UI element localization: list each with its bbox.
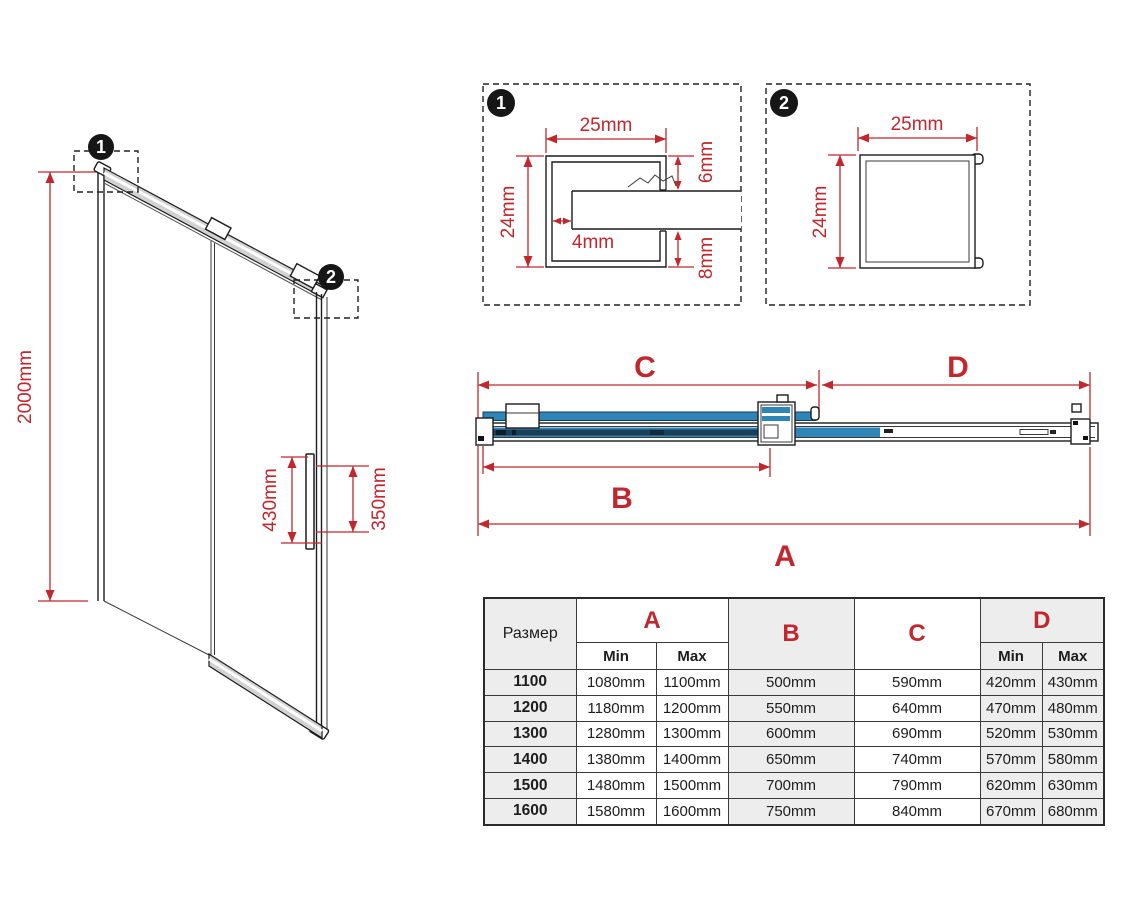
- size-cell: 1400: [484, 747, 576, 773]
- a-max-cell: 1300mm: [656, 721, 728, 747]
- b-cell: 650mm: [728, 747, 854, 773]
- door-bracket-left: [506, 404, 539, 428]
- handle-height-dim-label: 430mm: [260, 468, 281, 532]
- d-min-cell: 420mm: [980, 670, 1042, 696]
- d-max-cell: 630mm: [1042, 773, 1104, 799]
- size-cell: 1100: [484, 670, 576, 696]
- a-min-cell: 1580mm: [576, 798, 656, 824]
- size-cell: 1600: [484, 798, 576, 824]
- d-max-cell: 580mm: [1042, 747, 1104, 773]
- b-cell: 750mm: [728, 798, 854, 824]
- detail2-width-label: 25mm: [890, 114, 944, 135]
- detail-2-number: 2: [778, 93, 790, 113]
- a-max-header: Max: [656, 643, 728, 670]
- a-max-cell: 1600mm: [656, 798, 728, 824]
- door-handle: [306, 454, 314, 549]
- c-cell: 840mm: [854, 798, 980, 824]
- d-min-cell: 470mm: [980, 695, 1042, 721]
- detail1-top-inset-label: 6mm: [696, 140, 717, 184]
- d-min-cell: 520mm: [980, 721, 1042, 747]
- square-profile-outer: [860, 155, 975, 268]
- detail2-height-label: 24mm: [810, 185, 831, 239]
- a-min-cell: 1480mm: [576, 773, 656, 799]
- size-cell: 1500: [484, 773, 576, 799]
- c-cell: 640mm: [854, 695, 980, 721]
- plan-dim-a-label: A: [774, 540, 796, 573]
- column-d-header: D: [980, 598, 1104, 643]
- b-cell: 700mm: [728, 773, 854, 799]
- b-cell: 550mm: [728, 695, 854, 721]
- detail-2-view: [766, 84, 1030, 305]
- d-max-cell: 480mm: [1042, 695, 1104, 721]
- b-cell: 600mm: [728, 721, 854, 747]
- wall-bracket-top: [1072, 404, 1081, 412]
- column-a-header: A: [576, 598, 728, 643]
- d-max-cell: 430mm: [1042, 670, 1104, 696]
- plan-dim-c-label: C: [634, 351, 656, 384]
- d-min-cell: 620mm: [980, 773, 1042, 799]
- table-row: [484, 695, 1104, 721]
- plan-view: [476, 351, 1098, 573]
- c-cell: 790mm: [854, 773, 980, 799]
- a-max-cell: 1100mm: [656, 670, 728, 696]
- table-row: [484, 798, 1104, 824]
- c-cell: 590mm: [854, 670, 980, 696]
- column-b-header: B: [728, 598, 854, 670]
- roller-knob: [777, 395, 788, 402]
- column-c-header: C: [854, 598, 980, 670]
- a-max-cell: 1400mm: [656, 747, 728, 773]
- c-cell: 690mm: [854, 721, 980, 747]
- handle-inner-dim-label: 350mm: [369, 467, 390, 531]
- detail1-height-label: 24mm: [498, 185, 519, 239]
- a-max-cell: 1200mm: [656, 695, 728, 721]
- detail1-bottom-inset-label: 8mm: [696, 236, 717, 280]
- table-row: [484, 773, 1104, 799]
- d-max-cell: 530mm: [1042, 721, 1104, 747]
- a-min-cell: 1180mm: [576, 695, 656, 721]
- table-row: [484, 747, 1104, 773]
- table-header-row: [484, 598, 1104, 643]
- detail1-width-label: 25mm: [579, 115, 633, 136]
- size-cell: 1300: [484, 721, 576, 747]
- detail-1-number: 1: [495, 93, 507, 113]
- d-max-cell: 680mm: [1042, 798, 1104, 824]
- size-cell: 1200: [484, 695, 576, 721]
- callout-2-number: 2: [325, 267, 337, 287]
- door-end-cap: [811, 407, 819, 420]
- plan-dim-d-label: D: [947, 351, 969, 384]
- a-min-cell: 1380mm: [576, 747, 656, 773]
- c-cell: 740mm: [854, 747, 980, 773]
- plan-dim-b-label: B: [611, 482, 633, 515]
- detail-1-view: [483, 84, 741, 305]
- d-min-cell: 570mm: [980, 747, 1042, 773]
- callout-1-number: 1: [95, 137, 107, 157]
- d-min-cell: 670mm: [980, 798, 1042, 824]
- a-min-cell: 1080mm: [576, 670, 656, 696]
- glass-slab: [572, 191, 741, 229]
- a-min-header: Min: [576, 643, 656, 670]
- height-dim-label: 2000mm: [15, 350, 36, 424]
- a-max-cell: 1500mm: [656, 773, 728, 799]
- spring-clip: [628, 175, 676, 187]
- d-max-header: Max: [1042, 643, 1104, 670]
- d-min-header: Min: [980, 643, 1042, 670]
- b-cell: 500mm: [728, 670, 854, 696]
- table-row: [484, 670, 1104, 696]
- size-column-header: Размер: [484, 598, 576, 670]
- size-table: [483, 597, 1105, 826]
- front-view: [15, 134, 390, 740]
- table-row: [484, 721, 1104, 747]
- a-min-cell: 1280mm: [576, 721, 656, 747]
- detail1-glass-gap-label: 4mm: [571, 232, 615, 253]
